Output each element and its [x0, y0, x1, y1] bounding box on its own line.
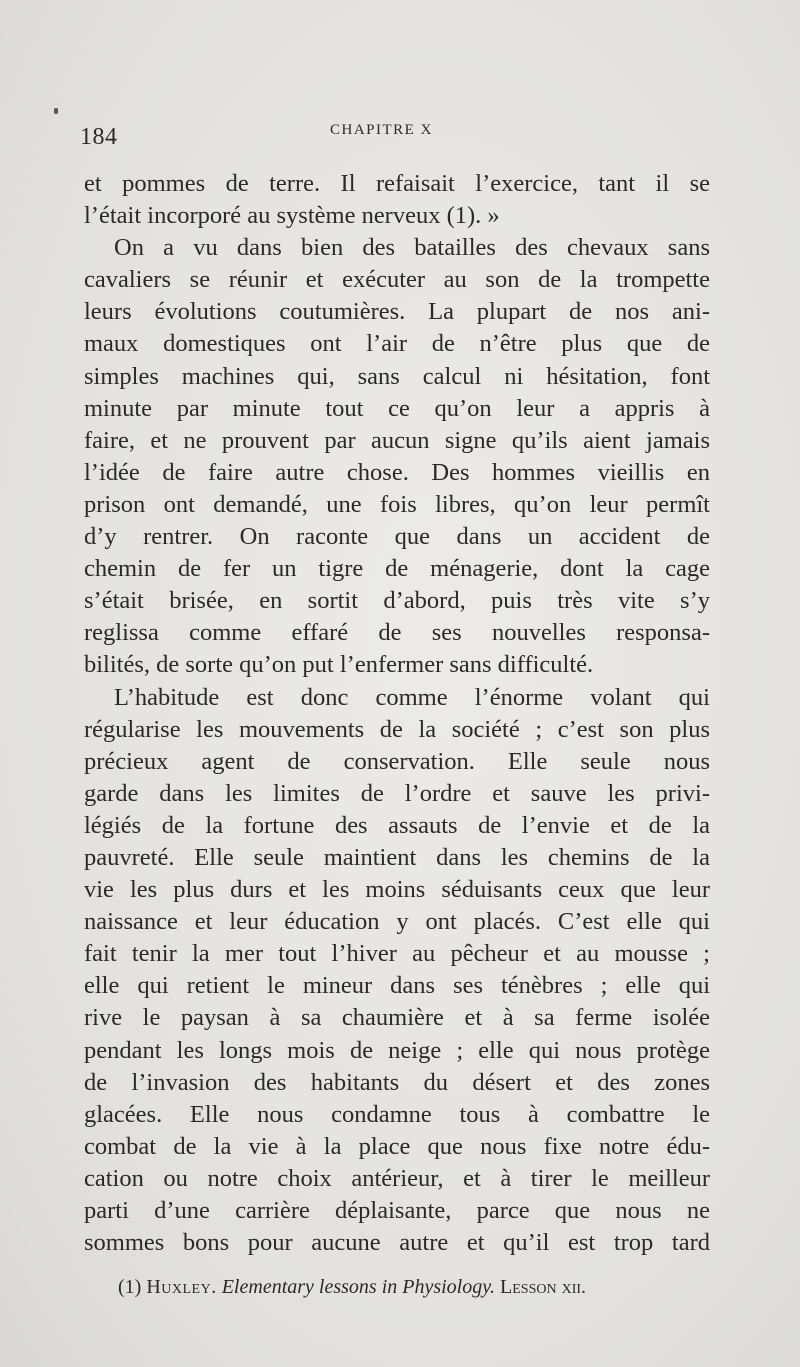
text-line: l’était incorporé au système nerveux (1). » — [84, 202, 500, 230]
text-line: fait tenir la mer tout l’hiver au pêcheur et au mousse ; — [84, 940, 710, 968]
text-line: maux domestiques ont l’air de n’être plus que de — [84, 330, 710, 358]
text-line: régularise les mouvements de la société ; c’est son plus — [84, 715, 710, 743]
text-line: L’habitude est donc comme l’énorme volant qui — [114, 683, 710, 711]
footnote-author: Huxley. — [146, 1276, 217, 1298]
text-line: parti d’une carrière déplaisante, parce que nous ne — [84, 1197, 710, 1224]
text-line: leurs évolutions coutumières. La plupart de nos ani- — [84, 298, 710, 326]
text-line: combat de la vie à la place que nous fixe notre édu- — [84, 1132, 710, 1160]
text-line: rive le paysan à sa chaumière et à sa ferme isolée — [84, 1004, 710, 1032]
footnote-lesson: Lesson xii. — [500, 1276, 587, 1298]
text-line: l’idée de faire autre chose. Des hommes vieillis en — [84, 458, 710, 486]
text-line: prison ont demandé, une fois libres, qu’on leur permît — [84, 490, 710, 518]
text-line: naissance et leur éducation y ont placés. C’est elle qui — [84, 908, 710, 936]
text-line: d’y rentrer. On raconte que dans un accident de — [84, 523, 710, 551]
footnote-book-title: Elementary lessons in Physiology. — [221, 1276, 496, 1298]
running-head: CHAPITRE X — [330, 122, 433, 138]
text-line: chemin de fer un tigre de ménagerie, dont la cage — [84, 555, 710, 583]
text-line: et pommes de terre. Il refaisait l’exercice, tant il se — [84, 170, 710, 197]
text-line: vie les plus durs et les moins séduisants ceux que leur — [84, 876, 710, 904]
ink-speck — [54, 108, 58, 114]
text-line: cavaliers se réunir et exécuter au son de la trompette — [84, 266, 710, 294]
text-line: minute par minute tout ce qu’on leur a appris à — [84, 394, 710, 422]
text-line: légiés de la fortune des assauts de l’envie et de la — [84, 811, 710, 839]
text-line: cation ou notre choix antérieur, et à tirer le meilleur — [84, 1164, 710, 1192]
text-line: pendant les longs mois de neige ; elle qui nous protège — [84, 1036, 710, 1064]
text-line: reglissa comme effaré de ses nouvelles responsa- — [84, 619, 710, 647]
text-line: s’était brisée, en sortit d’abord, puis très vite s’y — [84, 587, 710, 615]
text-line: bilités, de sorte qu’on put l’enfermer sans difficulté. — [84, 651, 594, 679]
footnote-marker: (1) — [118, 1276, 147, 1298]
text-line: pauvreté. Elle seule maintient dans les chemins de la — [84, 843, 710, 871]
body-text — [84, 168, 710, 1259]
text-line: elle qui retient le mineur dans ses ténèbres ; elle qui — [84, 972, 710, 1000]
text-line: sommes bons pour aucune autre et qu’il est trop tard — [84, 1229, 710, 1257]
page-number: 184 — [80, 124, 118, 150]
text-line: garde dans les limites de l’ordre et sauve les privi- — [84, 779, 710, 807]
text-line: de l’invasion des habitants du désert et des zones — [84, 1068, 710, 1096]
text-line: faire, et ne prouvent par aucun signe qu’ils aient jamais — [84, 426, 710, 454]
footnote — [118, 1276, 718, 1299]
page-header — [80, 118, 720, 158]
text-line: simples machines qui, sans calcul ni hésitation, font — [84, 362, 710, 390]
text-line: précieux agent de conservation. Elle seule nous — [84, 747, 710, 775]
text-line: glacées. Elle nous condamne tous à combattre le — [84, 1100, 710, 1128]
text-line: On a vu dans bien des batailles des chevaux sans — [114, 234, 710, 262]
